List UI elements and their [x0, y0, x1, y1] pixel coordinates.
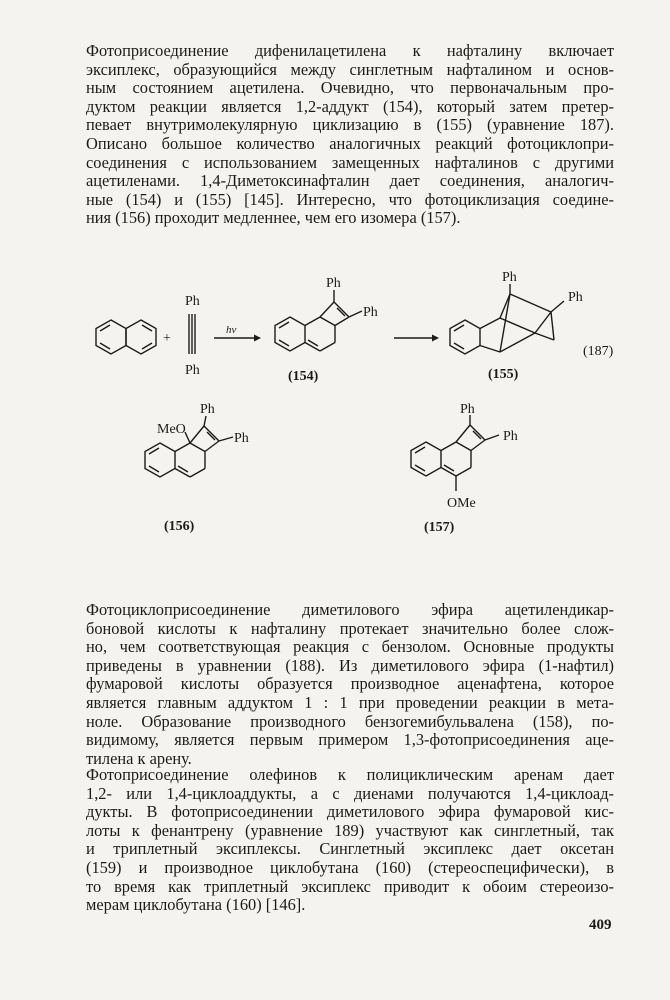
compound-label-157: (157)	[424, 520, 455, 535]
equation-number: (187)	[583, 344, 614, 359]
compound-157-structure	[411, 402, 518, 511]
ph-label: Ph	[502, 270, 517, 285]
text-line: приведены в уравнении (188). Из диметилового эфира (1-нафтил)	[86, 655, 614, 675]
ph-label: Ph	[503, 429, 518, 444]
product-154-structure	[275, 276, 378, 351]
text-line: ные (154) и (155) [145]. Интересно, что фотоциклизация соедине-	[86, 189, 614, 209]
text-line: лоты к фенантрену (уравнение 189) участвуют как синглетный, так	[86, 820, 614, 840]
text-line: дукты. В фотоприсоединении диметилового эфира фумаровой кис-	[86, 802, 614, 822]
plus-sign: +	[163, 331, 171, 346]
text-line: фумаровой кислоты образуется производное аценафтена, которое	[86, 674, 614, 694]
text-line: и триплетный эксиплексы. Синглетный эксиплекс дает оксетан	[86, 839, 614, 859]
meo-label: MeO	[157, 422, 186, 437]
ph-label: Ph	[234, 431, 249, 446]
compound-label-155: (155)	[488, 367, 519, 382]
naphthalene-structure	[96, 320, 156, 354]
text-line: (159) и производное циклобутана (160) (стереоспецифически), в	[86, 857, 614, 877]
text-line: является главным аддуктом 1 : 1 при проведении реакции в мета-	[86, 692, 614, 712]
reaction-arrow	[394, 335, 439, 342]
text-line: ноле. Образование производного бензогемибульвалена (158), по-	[86, 711, 614, 731]
text-line: ным состоянием ацетилена. Очевидно, что первоначальным про-	[86, 78, 614, 98]
text-line: Фотоприсоединение дифенилацетилена к нафталину включает	[86, 41, 614, 60]
text-line: мерам циклобутана (160) [146].	[86, 895, 306, 915]
ph-label: Ph	[326, 276, 341, 291]
text-line: ния (156) проходит медленнее, чем его изомера (157).	[86, 208, 461, 228]
ph-label: Ph	[460, 402, 475, 417]
compound-label-156: (156)	[164, 519, 195, 534]
ome-label: OMe	[447, 496, 476, 511]
ph-label: Ph	[568, 290, 583, 305]
text-line: певает внутримолекулярную циклизацию в (155) (уравнение 187).	[86, 115, 614, 135]
text-line: 1,2- или 1,4-циклоаддукты, а с диенами получаются 1,4-циклоад-	[86, 783, 614, 803]
text-line: соединения с использованием замещенных нафталинов с другими	[86, 152, 614, 172]
text-line: Фотоприсоединение олефинов к полициклическим аренам дает	[86, 765, 614, 784]
text-line: тилена к арену.	[86, 748, 192, 768]
text-line: боновой кислоты к нафталину протекает значительно более слож-	[86, 618, 614, 638]
ph-label: Ph	[185, 363, 200, 378]
compound-156-structure	[145, 402, 249, 477]
ph-label: Ph	[200, 402, 215, 417]
ph-label: Ph	[185, 294, 200, 309]
paragraph-3	[86, 766, 614, 915]
product-155-structure	[450, 270, 583, 354]
paragraph-2	[86, 601, 614, 768]
text-line: но, чем соответствующая реакция с бензолом. Основные продукты	[86, 637, 614, 657]
diphenylacetylene-structure	[185, 294, 200, 378]
text-line: ацетиленами. 1,4-Диметоксинафталин дает соединения, аналогич-	[86, 171, 614, 191]
text-line: дуктом реакции является 1,2-аддукт (154), который затем претер-	[86, 96, 614, 116]
text-line: Фотоциклоприсоединение диметилового эфира ацетилендикар-	[86, 600, 614, 619]
text-line: Описано большое количество аналогичных реакций фотоциклопри-	[86, 133, 614, 153]
hv-arrow	[214, 324, 261, 342]
text-line: видимому, является первым примером 1,3-фотоприсоединения аце-	[86, 730, 614, 750]
text-line: то время как триплетный эксиплекс приводит к обоим стереоизо-	[86, 876, 614, 896]
ph-label: Ph	[363, 305, 378, 320]
text-line: эксиплекс, образующийся между синглетным нафталином и основ-	[86, 59, 614, 79]
page-number: 409	[589, 917, 612, 933]
compound-label-154: (154)	[288, 369, 319, 384]
hv-label: hν	[226, 324, 237, 336]
